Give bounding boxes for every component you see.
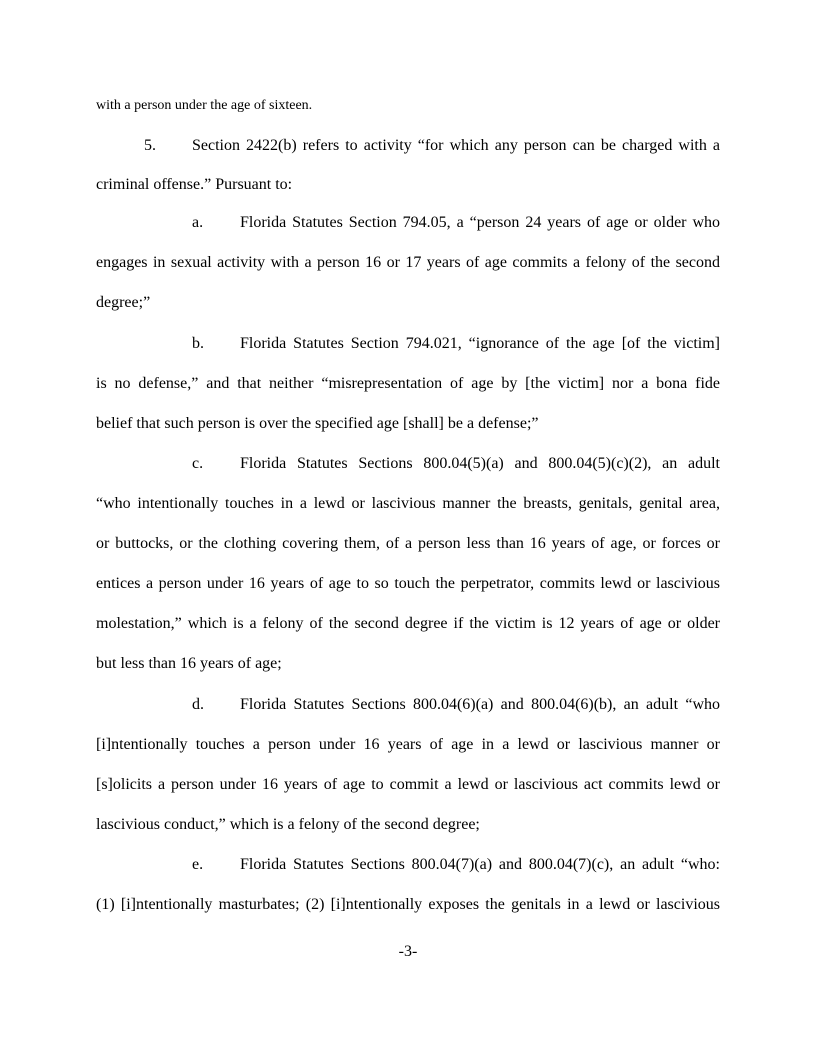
item-d-line-1: Florida Statutes Sections 800.04(6)(a) and 800.04(6)(b), an adult “who: [240, 696, 720, 713]
item-b-label: b.: [192, 335, 204, 352]
item-e-line-1: Florida Statutes Sections 800.04(7)(a) and 800.04(7)(c), an adult “who:: [240, 856, 720, 873]
item-a-line-1: Florida Statutes Section 794.05, a “person 24 years of age or older who: [240, 214, 720, 231]
item-b-line-1: Florida Statutes Section 794.021, “ignorance of the age [of the victim]: [240, 335, 720, 352]
item-d-line-4: lascivious conduct,” which is a felony of the second degree;: [96, 816, 480, 833]
item-c-line-6: but less than 16 years of age;: [96, 655, 282, 672]
paragraph-5-line-2: criminal offense.” Pursuant to:: [96, 176, 293, 193]
page-number: -3-: [398, 943, 418, 960]
item-a-label: a.: [192, 214, 204, 231]
item-a-line-2: engages in sexual activity with a person 16 or 17 years of age commits a felony of the second: [96, 254, 720, 271]
item-b-line-3: belief that such person is over the specified age [shall] be a defense;”: [96, 415, 539, 432]
item-c-line-3: or buttocks, or the clothing covering them, of a person less than 16 years of age, or forces or: [96, 535, 720, 552]
item-a-line-3: degree;”: [96, 294, 151, 311]
paragraph-5-line-1: Section 2422(b) refers to activity “for which any person can be charged with a: [192, 137, 720, 154]
item-c-line-2: “who intentionally touches in a lewd or lascivious manner the breasts, genitals, genital area,: [96, 495, 720, 512]
item-d-line-3: [s]olicits a person under 16 years of age to commit a lewd or lascivious act commits lewd or: [96, 776, 720, 793]
item-d-line-2: [i]ntentionally touches a person under 16 years of age in a lewd or lascivious manner or: [96, 736, 720, 753]
item-d-label: d.: [192, 696, 204, 713]
item-c-line-5: molestation,” which is a felony of the second degree if the victim is 12 years of age or older: [96, 615, 720, 632]
paragraph-5-number: 5.: [144, 137, 156, 154]
item-e-line-2: (1) [i]ntentionally masturbates; (2) [i]ntentionally exposes the genitals in a lewd or lascivious: [96, 896, 720, 913]
item-c-label: c.: [192, 455, 204, 472]
item-c-line-4: entices a person under 16 years of age to so touch the perpetrator, commits lewd or lascivious: [96, 575, 720, 592]
continuation-line: with a person under the age of sixteen.: [96, 98, 313, 113]
item-e-label: e.: [192, 856, 204, 873]
item-b-line-2: is no defense,” and that neither “misrepresentation of age by [the victim] nor a bona fide: [96, 375, 720, 392]
item-c-line-1: Florida Statutes Sections 800.04(5)(a) and 800.04(5)(c)(2), an adult: [240, 455, 720, 472]
